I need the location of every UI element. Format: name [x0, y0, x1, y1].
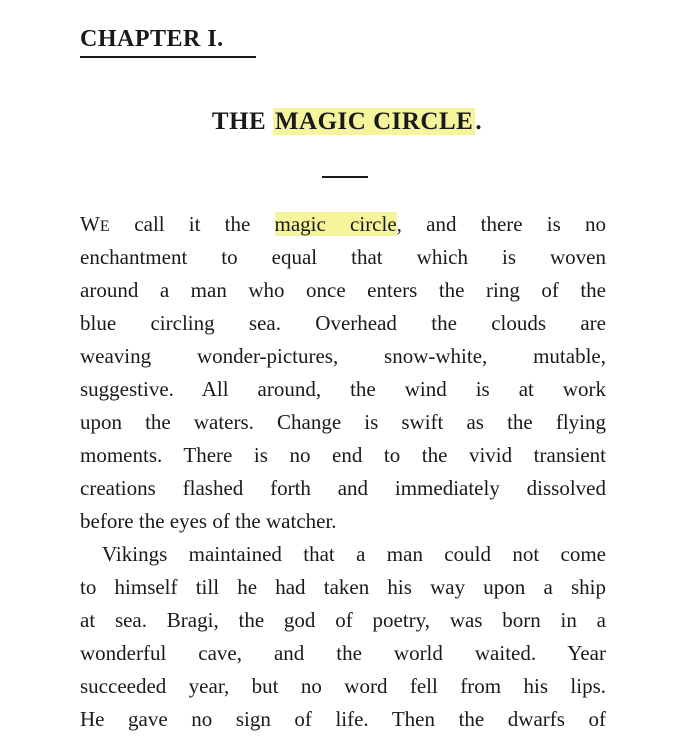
paragraph-line: moments. There is no end to the vivid transient [80, 443, 606, 467]
paragraph-line: enchantment to equal that which is woven [80, 245, 606, 269]
paragraph-1 [80, 208, 606, 538]
paragraph-2 [80, 538, 606, 736]
paragraph-line: He gave no sign of life. Then the dwarfs of [80, 707, 606, 731]
title-prefix: THE [211, 108, 273, 135]
title-suffix: . [475, 108, 483, 135]
dropcap-rest: E [99, 218, 111, 235]
title-highlight[interactable]: MAGIC CIRCLE [274, 108, 474, 135]
paragraph-line: before the eyes of the watcher. [80, 509, 337, 533]
chapter-underline [80, 56, 256, 58]
paragraph-line: blue circling sea. Overhead the clouds are [80, 311, 606, 335]
paragraph-line: to himself till he had taken his way upon a ship [80, 575, 606, 599]
title-divider [322, 176, 368, 178]
paragraph-line: suggestive. All around, the wind is at work [80, 377, 606, 401]
line-text: call it the [110, 212, 275, 236]
paragraph-line: weaving wonder-pictures, snow-white, mutable, [80, 344, 606, 368]
paragraph-line: succeeded year, but no word fell from his lips. [80, 674, 606, 698]
paragraph-line: Vikings maintained that a man could not come [102, 542, 606, 566]
paragraph-line: creations flashed forth and immediately dissolved [80, 476, 606, 500]
paragraph-line: wonderful cave, and the world waited. Year [80, 641, 606, 665]
paragraph-line [80, 208, 606, 241]
paragraph-line: upon the waters. Change is swift as the flying [80, 410, 606, 434]
page-title [0, 104, 694, 140]
paragraph-line: at sea. Bragi, the god of poetry, was born in a [80, 608, 606, 632]
dropcap: W [80, 212, 100, 236]
chapter-heading: CHAPTER I. [80, 26, 224, 52]
line-text: , and there is no [396, 212, 606, 236]
text-highlight[interactable]: magic circle [274, 212, 397, 236]
paragraph-line: around a man who once enters the ring of the [80, 278, 606, 302]
